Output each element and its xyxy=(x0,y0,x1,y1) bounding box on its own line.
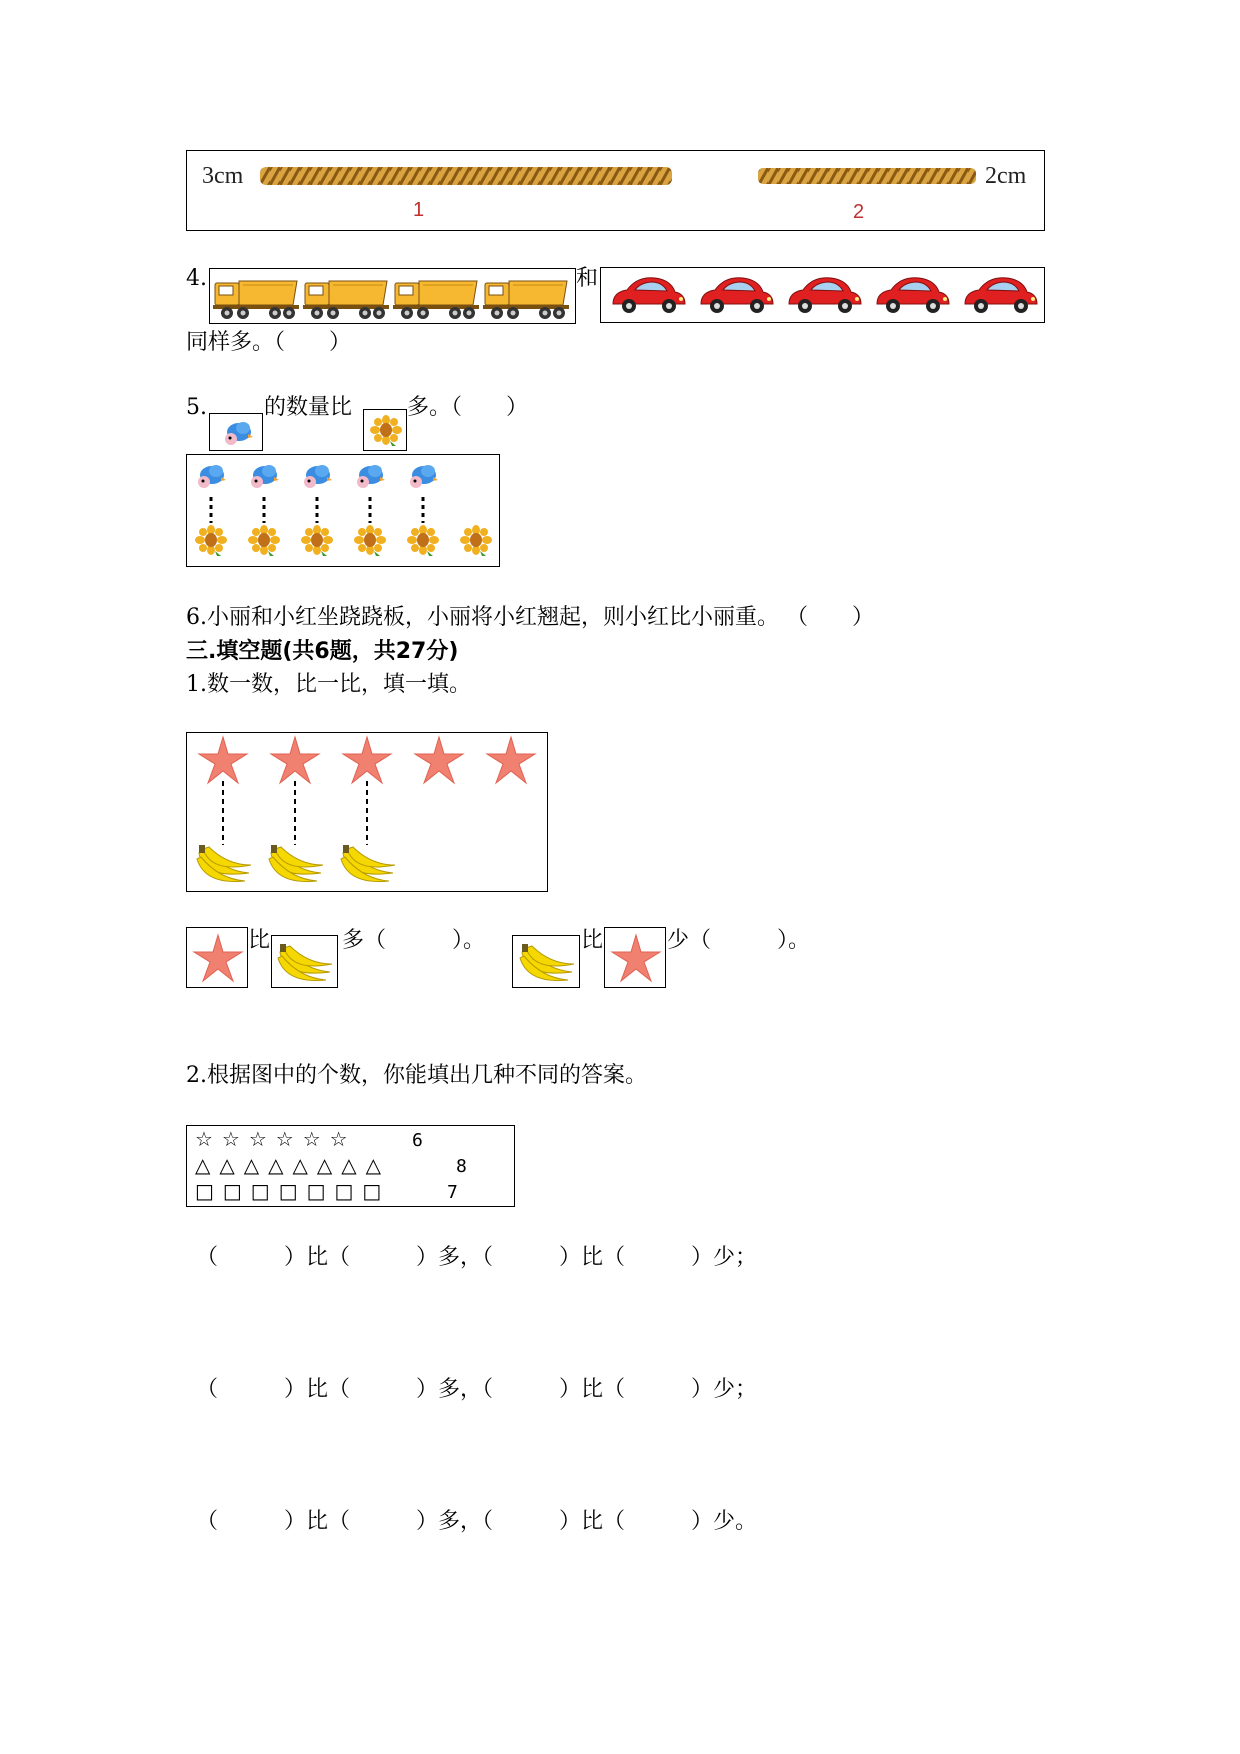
fill1-star-box-1 xyxy=(186,927,248,988)
starfish-icon xyxy=(192,933,244,983)
q5-tail: 多。（ ） xyxy=(407,395,529,420)
fill1-duo: 多（ ）。 xyxy=(342,928,486,953)
squares-row: □□□□□□□ xyxy=(195,1179,391,1203)
match-line xyxy=(366,781,369,845)
fill1-prompt: 1.数一数，比一比，填一填。 xyxy=(186,672,471,697)
truck-icon xyxy=(483,275,571,321)
sunflower-icon xyxy=(248,525,280,557)
fill2-answer-line-3: （ ）比（ ）多，（ ）比（ ）少。 xyxy=(196,1509,758,1534)
fill1-banana-box-2 xyxy=(512,935,580,988)
rope1-length: 3cm xyxy=(202,163,244,189)
sunflower-icon xyxy=(370,415,402,447)
banana-icon xyxy=(339,843,397,885)
match-line xyxy=(262,497,266,523)
banana-icon xyxy=(195,843,253,885)
banana-icon xyxy=(276,942,334,984)
fill2-prompt: 2.根据图中的个数，你能填出几种不同的答案。 xyxy=(186,1063,647,1088)
banana-icon xyxy=(267,843,325,885)
fill1-bi2: 比 xyxy=(581,928,604,953)
match-line xyxy=(368,497,372,523)
starfish-icon xyxy=(197,735,249,785)
q5-flower-box xyxy=(363,409,407,451)
truck-icon xyxy=(213,275,301,321)
car-icon xyxy=(785,274,865,316)
sunflower-icon xyxy=(301,525,333,557)
bird-icon xyxy=(407,461,439,491)
sunflower-icon xyxy=(354,525,386,557)
q5-bird-box xyxy=(209,413,263,451)
starfish-icon xyxy=(485,735,537,785)
starfish-icon xyxy=(341,735,393,785)
q4-tail: 同样多。（ ） xyxy=(186,330,352,355)
match-line xyxy=(209,497,213,523)
sunflower-icon xyxy=(407,525,439,557)
sunflower-icon xyxy=(195,525,227,557)
match-line xyxy=(421,497,425,523)
q5-match-box xyxy=(186,454,500,567)
rope-compare-box xyxy=(186,150,1045,231)
triangles-count: 8 xyxy=(456,1156,467,1177)
truck-icon xyxy=(393,275,481,321)
section3-heading: 三.填空题(共6题，共27分) xyxy=(186,639,459,664)
q5-mid: 的数量比 xyxy=(264,395,353,420)
cars-box xyxy=(600,267,1045,323)
car-icon xyxy=(873,274,953,316)
car-icon xyxy=(961,274,1041,316)
car-icon xyxy=(697,274,777,316)
car-icon xyxy=(609,274,689,316)
rope2-length: 2cm xyxy=(985,163,1027,189)
match-line xyxy=(294,781,297,845)
fill1-star-box-2 xyxy=(604,927,666,988)
stars-row: ☆☆☆☆☆☆ xyxy=(195,1127,357,1151)
rope1-image xyxy=(260,167,672,185)
match-line xyxy=(222,781,225,845)
q5-number: 5. xyxy=(186,395,207,420)
starfish-icon xyxy=(610,933,662,983)
bird-icon xyxy=(248,461,280,491)
fill1-bi: 比 xyxy=(248,928,271,953)
fill2-answer-line-1: （ ）比（ ）多，（ ）比（ ）少； xyxy=(196,1245,758,1270)
sunflower-icon xyxy=(460,525,492,557)
fill2-answer-line-2: （ ）比（ ）多，（ ）比（ ）少； xyxy=(196,1377,758,1402)
triangles-row: △△△△△△△△ xyxy=(195,1153,391,1177)
rope2-number: 2 xyxy=(853,201,865,223)
banana-icon xyxy=(518,942,576,984)
rope1-number: 1 xyxy=(413,199,425,221)
q4-and: 和 xyxy=(576,266,599,291)
q4-number: 4. xyxy=(186,266,207,291)
truck-icon xyxy=(303,275,391,321)
q6-text: 6.小丽和小红坐跷跷板，小丽将小红翘起，则小红比小丽重。 （ ） xyxy=(186,605,874,630)
fill1-match-box xyxy=(186,732,548,892)
match-line xyxy=(315,497,319,523)
bird-icon xyxy=(222,418,254,448)
rope2-image xyxy=(758,168,976,184)
fill1-shao: 少（ ）。 xyxy=(667,928,811,953)
trucks-box xyxy=(209,268,576,324)
fill2-shapes-box xyxy=(186,1125,515,1207)
bird-icon xyxy=(195,461,227,491)
stars-count: 6 xyxy=(412,1130,423,1151)
bird-icon xyxy=(354,461,386,491)
fill1-banana-box-1 xyxy=(271,935,338,988)
bird-icon xyxy=(301,461,333,491)
starfish-icon xyxy=(413,735,465,785)
squares-count: 7 xyxy=(447,1182,458,1203)
starfish-icon xyxy=(269,735,321,785)
